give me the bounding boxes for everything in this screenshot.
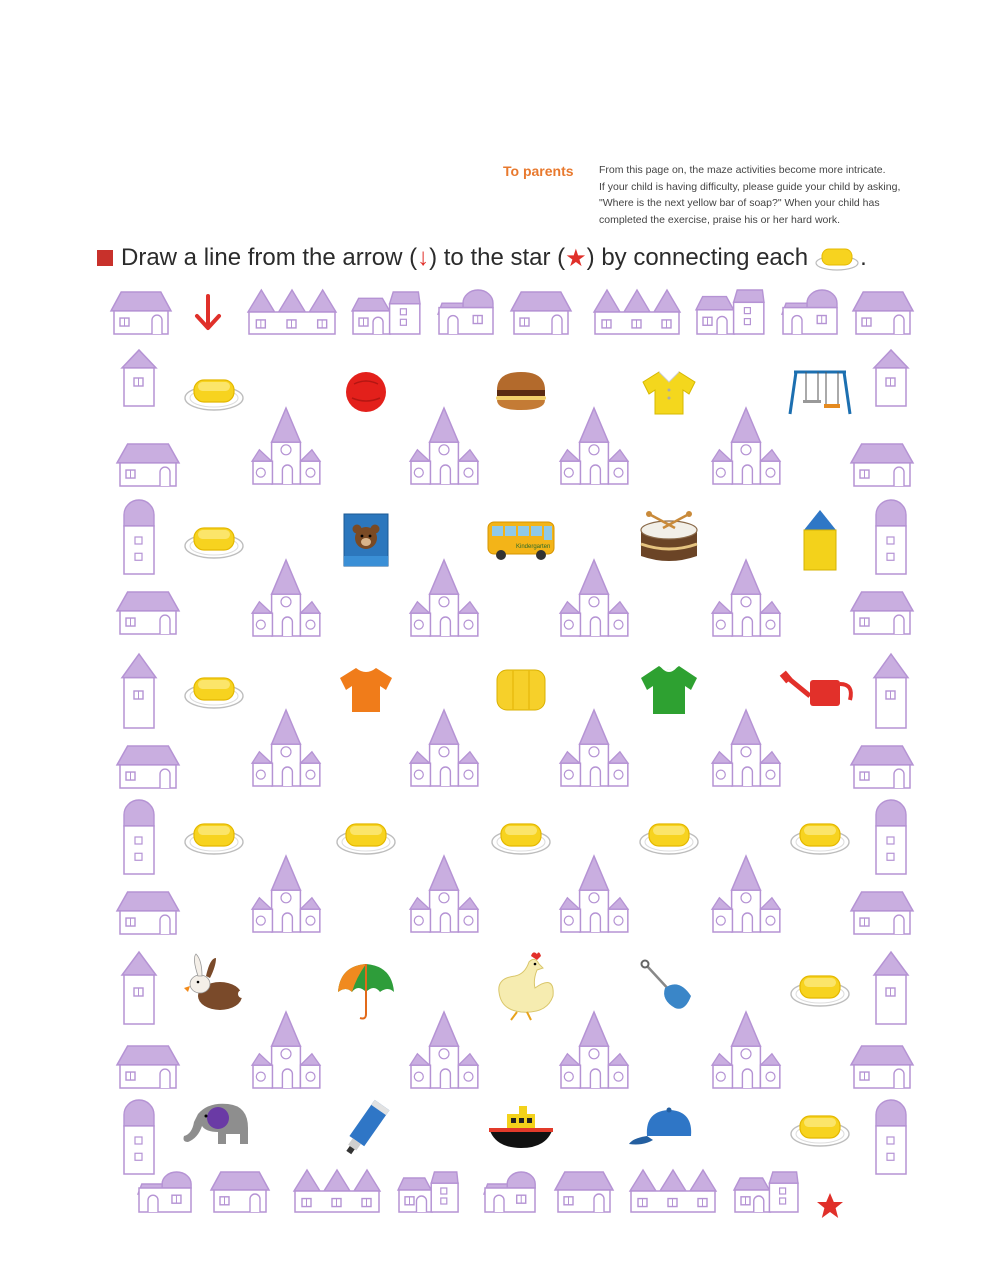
umbrella-icon <box>338 964 394 1019</box>
yellow-shirt-icon <box>643 372 695 414</box>
house-icon <box>122 654 156 728</box>
soap-icon <box>185 380 243 410</box>
house-icon <box>851 444 913 486</box>
green-shirt-icon <box>641 666 697 714</box>
house-icon <box>851 746 913 788</box>
house-icon <box>252 710 320 786</box>
shovel-icon <box>642 961 692 1009</box>
house-icon <box>874 952 908 1024</box>
watering-can-icon <box>780 671 851 706</box>
boat-icon <box>489 1106 553 1148</box>
instruction-star-glyph: ★ <box>565 244 587 272</box>
soap-icon <box>791 976 849 1006</box>
house-icon <box>712 408 780 484</box>
house-icon <box>252 560 320 636</box>
parents-note-line: completed the exercise, praise his or her hard work. <box>599 213 841 226</box>
house-icon <box>138 1172 191 1212</box>
house-icon <box>712 1012 780 1088</box>
paint-tube-icon <box>341 1100 389 1158</box>
swing-icon <box>790 372 850 414</box>
house-icon <box>117 746 179 788</box>
house-icon <box>851 892 913 934</box>
house-icon <box>122 952 156 1024</box>
house-icon <box>851 1046 913 1088</box>
house-icon <box>410 408 478 484</box>
house-icon <box>511 292 571 334</box>
soap-icon <box>185 824 243 854</box>
instruction-part3: ) by connecting each <box>586 244 809 271</box>
house-icon <box>410 856 478 932</box>
house-icon <box>117 592 179 634</box>
house-icon <box>252 856 320 932</box>
soap-icon <box>185 678 243 708</box>
house-icon <box>560 1012 628 1088</box>
soap-icon <box>337 824 395 854</box>
parents-note-line: "Where is the next yellow bar of soap?" When your child has <box>599 197 880 209</box>
soap-icon <box>185 528 243 558</box>
house-icon <box>122 350 156 406</box>
elephant-icon <box>184 1104 249 1144</box>
chicken-icon <box>499 952 553 1020</box>
soap-icon <box>791 824 849 854</box>
house-icon <box>560 560 628 636</box>
house-icon <box>124 800 154 874</box>
instruction-arrow-glyph: ↓ <box>417 244 430 271</box>
house-icon <box>874 654 908 728</box>
cap-icon <box>629 1108 691 1145</box>
house-icon <box>712 856 780 932</box>
house-icon <box>630 1170 716 1212</box>
house-icon <box>252 408 320 484</box>
house-icon <box>874 350 908 406</box>
red-ball-icon <box>346 372 386 412</box>
svg-text:Kindergarten: Kindergarten <box>516 544 551 550</box>
down-arrow-icon <box>197 296 219 328</box>
instruction-part4: . <box>860 244 867 271</box>
parents-note-line: If your child is having difficulty, please guide your child by asking, <box>599 180 901 193</box>
house-icon <box>696 290 764 334</box>
house-icon <box>734 1172 798 1212</box>
instruction-part1: Draw a line from the arrow ( <box>121 244 418 271</box>
house-icon <box>398 1172 458 1212</box>
house-icon <box>560 408 628 484</box>
house-icon <box>555 1172 613 1212</box>
block-tower-icon <box>804 510 836 570</box>
soap-icon <box>791 1116 849 1146</box>
house-icon <box>853 292 913 334</box>
house-icon <box>484 1172 535 1212</box>
house-icon <box>117 892 179 934</box>
house-icon <box>124 1100 154 1174</box>
house-icon <box>712 560 780 636</box>
house-icon <box>438 290 493 334</box>
house-icon <box>248 290 336 334</box>
house-icon <box>410 560 478 636</box>
house-icon <box>782 290 837 334</box>
house-icon <box>560 710 628 786</box>
house-icon <box>410 710 478 786</box>
house-icon <box>876 1100 906 1174</box>
drum-icon <box>641 511 697 561</box>
house-icon <box>876 800 906 874</box>
house-icon <box>712 710 780 786</box>
house-icon <box>352 292 420 334</box>
picture-book-icon <box>344 514 388 566</box>
house-icon <box>594 290 680 334</box>
house-icon <box>876 500 906 574</box>
instruction-part2: ) to the star ( <box>429 244 566 271</box>
burger-icon <box>496 372 546 410</box>
house-icon <box>117 1046 179 1088</box>
sponge-icon <box>497 670 545 710</box>
rabbit-icon <box>184 954 246 1010</box>
star-icon <box>817 1193 843 1218</box>
parents-note-line: From this page on, the maze activities become more intricate. <box>599 164 886 176</box>
parents-label: To parents <box>503 163 574 179</box>
house-icon <box>560 856 628 932</box>
house-icon <box>124 500 154 574</box>
soap-icon <box>640 824 698 854</box>
soap-icon <box>492 824 550 854</box>
house-icon <box>111 292 171 334</box>
house-icon <box>410 1012 478 1088</box>
orange-shirt-icon <box>340 668 392 712</box>
house-icon <box>851 592 913 634</box>
house-icon <box>211 1172 269 1212</box>
house-icon <box>117 444 179 486</box>
school-bus-icon <box>488 522 554 560</box>
house-icon <box>252 1012 320 1088</box>
house-icon <box>294 1170 380 1212</box>
